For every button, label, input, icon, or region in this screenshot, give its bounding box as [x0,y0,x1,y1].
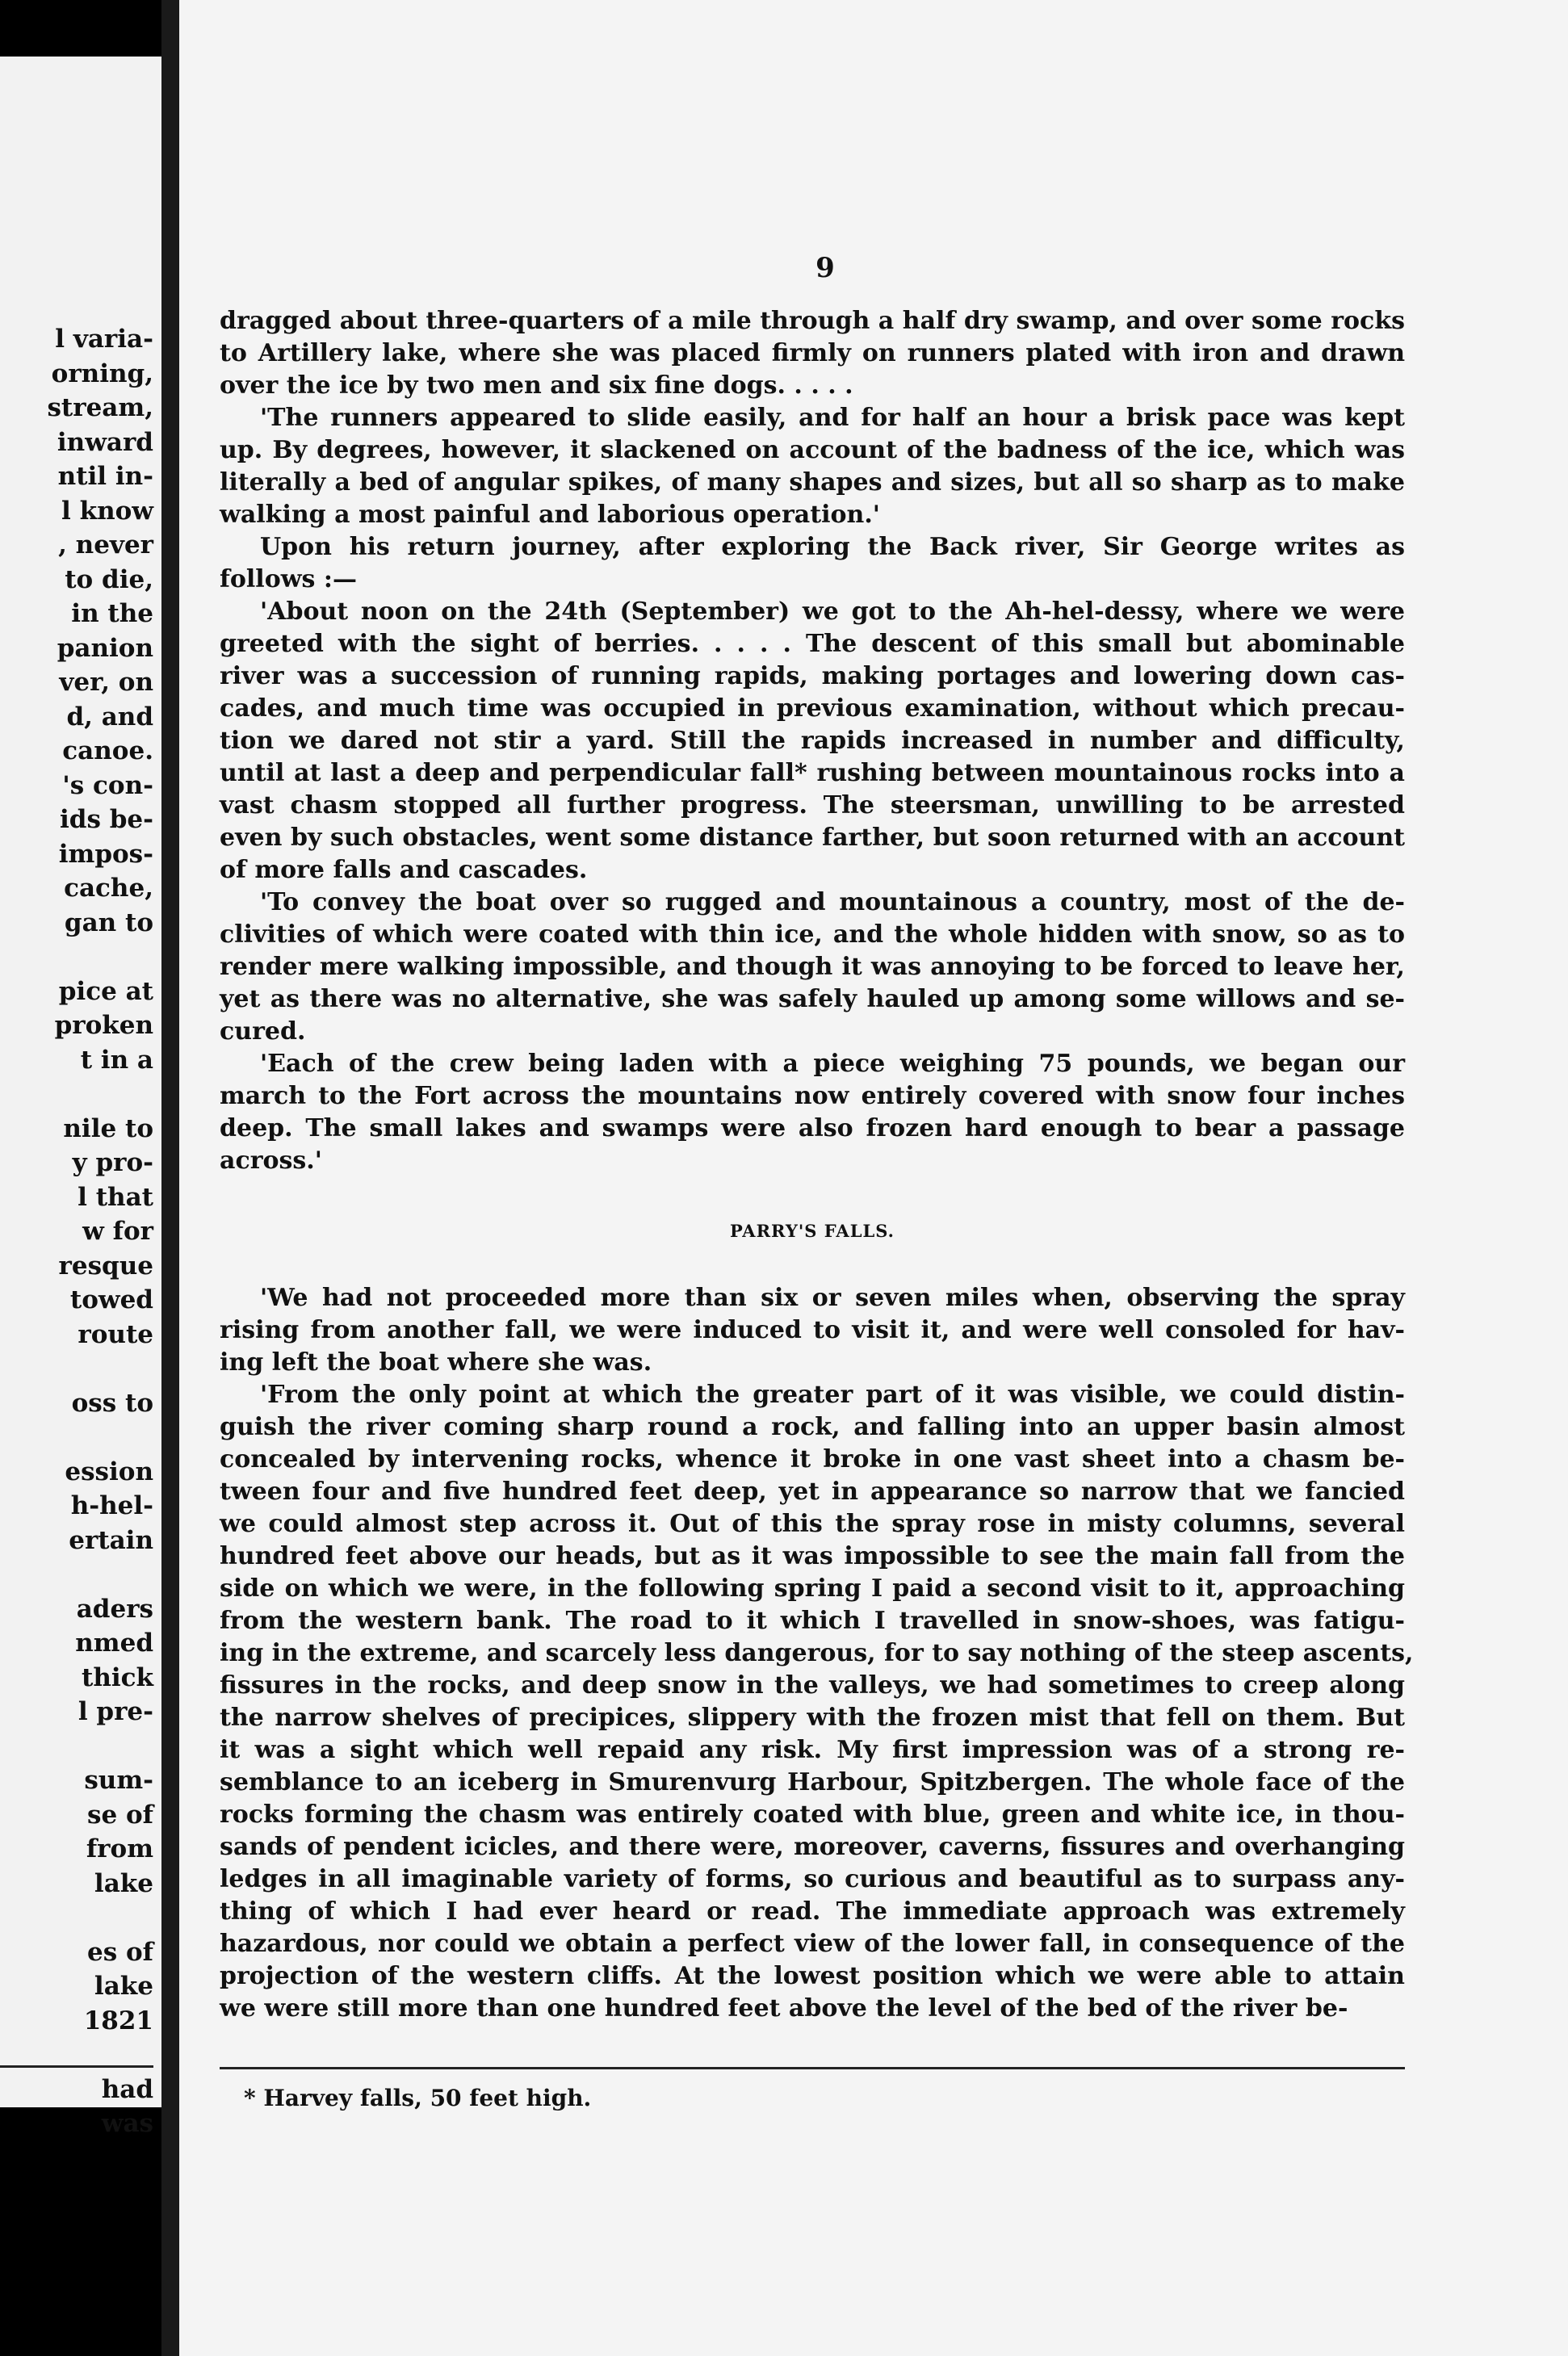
text-line: river was a succession of running rapids, making portages and lowering down cas- [220,662,1405,690]
adjacent-page-fragment: sum- [84,1766,153,1795]
text-line: dragged about three-quarters of a mile through a half dry swamp, and over some rocks [220,307,1405,335]
adjacent-page-fragment: l know [61,496,153,526]
adjacent-page-fragment: stream, [47,393,153,422]
text-line: greeted with the sight of berries. . . . . The descent of this small but abominable [220,630,1405,658]
text-line: over the ice by two men and six fine dogs. . . . . [220,371,853,400]
adjacent-page-fragment: lake [94,1868,153,1898]
text-line: 'From the only point at which the greater part of it was visible, we could distin- [260,1381,1405,1409]
text-line: walking a most painful and laborious operation.' [220,501,880,529]
text-line: ledges in all imaginable variety of forms, so curious and beautiful as to surpass any- [220,1865,1405,1893]
adjacent-page-fragment: resque [58,1251,153,1281]
adjacent-page-fragment: w for [82,1217,153,1246]
adjacent-page-strip [0,57,161,2138]
text-line: semblance to an iceberg in Smurenvurg Harbour, Spitzbergen. The whole face of the [220,1768,1405,1796]
text-line: from the western bank. The road to it which I travelled in snow-shoes, was fatigu- [220,1607,1405,1635]
text-line: cured. [220,1017,306,1046]
text-line: fissures in the rocks, and deep snow in the valleys, we had sometimes to creep along [220,1671,1405,1700]
text-line: vast chasm stopped all further progress. The steersman, unwilling to be arrested [220,791,1405,820]
adjacent-page-fragment: gan to [64,908,153,937]
adjacent-page-fragment: nile to [63,1113,153,1143]
adjacent-page-fragment: towed [69,1285,153,1314]
adjacent-page-fragment: nmed [75,1629,153,1658]
text-line: tween four and five hundred feet deep, yet in appearance so narrow that we fancied [220,1478,1405,1506]
footnote-rule [220,2067,1405,2069]
text-line: march to the Fort across the mountains now entirely covered with snow four inches [220,1082,1405,1110]
text-line: ing left the boat where she was. [220,1348,652,1377]
adjacent-page-fragment: h-hel- [70,1491,153,1520]
adjacent-page-fragment: se of [87,1800,153,1830]
text-line: rocks forming the chasm was entirely coated with blue, green and white ice, in thou- [220,1801,1405,1829]
adjacent-page-fragment: , never [58,530,153,560]
adjacent-page-fragment: l pre- [78,1697,153,1726]
text-line: follows :— [220,565,357,593]
text-line: rising from another fall, we were induced to visit it, and were well consoled for hav- [220,1316,1405,1344]
text-line: literally a bed of angular spikes, of many shapes and sizes, but all so sharp as to make [220,468,1405,497]
adjacent-page-fragment: was [101,2109,153,2138]
adjacent-page-fragment: pice at [58,976,153,1006]
adjacent-page-fragment: route [78,1319,153,1349]
adjacent-page-fragment: es of [87,1937,153,1967]
main-page [179,0,1568,2356]
text-line: clivities of which were coated with thin ice, and the whole hidden with snow, so as to [220,920,1405,949]
adjacent-page-fragment: proken [54,1011,153,1040]
text-line: side on which we were, in the following spring I paid a second visit to it, approaching [220,1574,1405,1603]
adjacent-page-fragment: ver, on [59,668,153,697]
text-line: cades, and much time was occupied in previous examination, without which precau- [220,694,1405,723]
adjacent-page-fragment: ertain [69,1525,153,1555]
text-line: the narrow shelves of precipices, slippery with the frozen mist that fell on them. But [220,1704,1405,1732]
adjacent-page-fragment: from [86,1834,153,1863]
adjacent-page-fragment: l varia- [55,325,153,354]
text-line: tion we dared not stir a yard. Still the rapids increased in number and difficulty, [220,727,1405,755]
body-text-section-1 [220,305,1405,1177]
adjacent-page-fragment: inward [57,427,153,457]
section-heading: PARRY'S FALLS. [730,1221,895,1241]
text-line: 'To convey the boat over so rugged and mountainous a country, most of the de- [260,888,1405,916]
text-line: up. By degrees, however, it slackened on account of the badness of the ice, which was [220,436,1405,464]
adjacent-page-rule [0,2065,153,2068]
adjacent-page-fragment: d, and [66,702,153,732]
adjacent-page-fragment: ids be- [60,805,153,834]
text-line: even by such obstacles, went some distance farther, but soon returned with an account [220,824,1405,852]
text-line: projection of the western cliffs. At the lowest position which we were able to attain [220,1962,1405,1990]
book-gutter [161,0,179,2356]
adjacent-page-fragment: canoe. [62,736,153,765]
text-line: 'The runners appeared to slide easily, and for half an hour a brisk pace was kept [260,404,1405,432]
adjacent-page-fragment: 1821 [83,2006,153,2035]
text-line: render mere walking impossible, and though it was annoying to be forced to leave her, [220,953,1405,981]
adjacent-page-fragment: oss to [71,1388,153,1418]
adjacent-page-fragment: panion [57,633,153,663]
text-line: we could almost step across it. Out of this the spray rose in misty columns, several [220,1510,1405,1538]
body-text-section-2 [220,1282,1414,2025]
text-line: we were still more than one hundred feet above the level of the bed of the river be- [220,1994,1348,2023]
text-line: 'About noon on the 24th (September) we got to the Ah-hel-dessy, where we were [260,597,1405,626]
text-line: hazardous, nor could we obtain a perfect view of the lower fall, in consequence of the [220,1930,1405,1958]
text-line: it was a sight which well repaid any risk. My first impression was of a strong re- [220,1736,1405,1764]
text-line: to Artillery lake, where she was placed firmly on runners plated with iron and drawn [220,339,1405,367]
text-line: Upon his return journey, after exploring the Back river, Sir George writes as [260,533,1405,561]
text-line: 'Each of the crew being laden with a piece weighing 75 pounds, we began our [260,1050,1405,1078]
adjacent-page-fragment: had [101,2074,153,2104]
text-line: across.' [220,1147,322,1175]
footnote: * Harvey falls, 50 feet high. [244,2085,592,2111]
text-line: ing in the extreme, and scarcely less dangerous, for to say nothing of the steep ascents, [220,1639,1414,1667]
adjacent-page-fragment: y pro- [72,1148,153,1177]
text-line: of more falls and cascades. [220,856,588,884]
adjacent-page-fragment: t in a [80,1045,153,1075]
adjacent-page-fragment: cache, [64,874,153,903]
adjacent-page-fragment: ntil in- [57,462,153,491]
adjacent-page-fragment: in the [71,599,153,628]
text-line: yet as there was no alternative, she was safely hauled up among some willows and se- [220,985,1405,1013]
text-line: sands of pendent icicles, and there were, moreover, caverns, fissures and overhanging [220,1833,1405,1861]
text-line: guish the river coming sharp round a rock, and falling into an upper basin almost [220,1413,1405,1441]
adjacent-page-fragment: ession [65,1457,153,1486]
adjacent-page-fragment: thick [82,1662,153,1692]
text-line: until at last a deep and perpendicular fall* rushing between mountainous rocks into a [220,759,1405,787]
adjacent-page-fragment: lake [94,1972,153,2001]
adjacent-page-fragment: impos- [58,839,153,869]
adjacent-page-fragment: to die, [65,564,153,594]
page-number: 9 [815,252,835,284]
text-line: concealed by intervening rocks, whence it broke in one vast sheet into a chasm be- [220,1445,1405,1474]
text-line: hundred feet above our heads, but as it was impossible to see the main fall from the [220,1542,1405,1570]
text-line: 'We had not proceeded more than six or seven miles when, observing the spray [260,1284,1405,1312]
adjacent-page-fragment: 's con- [62,770,153,800]
adjacent-page-fragment: aders [76,1594,153,1624]
text-line: thing of which I had ever heard or read. The immediate approach was extremely [220,1897,1405,1926]
adjacent-page-fragment: l that [78,1182,153,1212]
adjacent-page-fragment: orning, [51,358,153,388]
text-line: deep. The small lakes and swamps were also frozen hard enough to bear a passage [220,1114,1405,1142]
